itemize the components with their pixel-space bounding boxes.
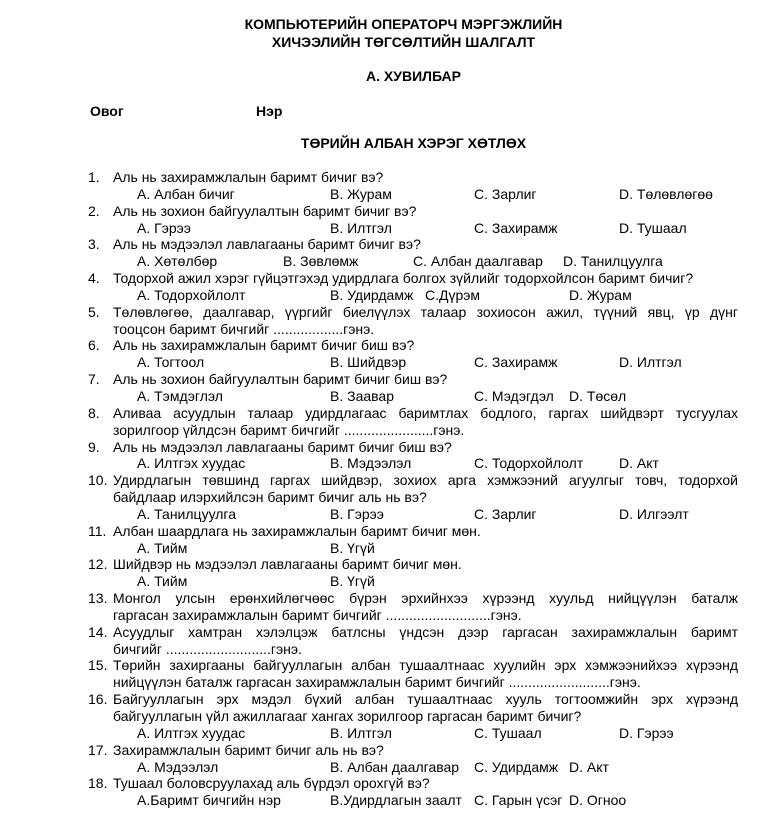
answer-option[interactable]: С. Захирамж	[474, 219, 558, 236]
answer-option[interactable]: В. Удирдамж	[330, 286, 414, 303]
answer-option[interactable]: В. Албан даалгавар	[330, 758, 460, 775]
question-text-continued: байгууллагын үйл ажиллагааг хангах зорилгоор гаргасан баримт бичиг?	[113, 708, 582, 724]
answer-options	[0, 540, 777, 557]
answer-option[interactable]: D. Огноо	[569, 792, 627, 809]
question-text: Аль нь захирамжлалын баримт бичиг биш вэ?	[113, 337, 415, 354]
question-number: 7.	[88, 371, 100, 388]
question-number: 12.	[88, 556, 108, 573]
question-item	[0, 624, 777, 658]
answer-option[interactable]: А.Баримт бичгийн нэр	[137, 792, 281, 809]
answer-option[interactable]: А. Хөтөлбөр	[137, 253, 218, 270]
question-text-continued: тооцсон баримт бичгийг ..................гэнэ.	[113, 320, 375, 337]
question-text: Байгууллагын эрх мэдэл бүхий албан тушаалтнаас хууль тогтоомжийн эрх хүрээнд	[113, 691, 738, 708]
answer-option[interactable]: А. Илтгэх хуудас	[137, 724, 246, 741]
variant-label: А. ХУВИЛБАР	[366, 68, 461, 84]
question-text: Монгол улсын ерөнхийлөгчөөс бүрэн эрхийнхээ хүрээнд хуульд нийцүүлэн баталж	[113, 590, 738, 607]
answer-option[interactable]: А. Тэмдэглэл	[137, 387, 223, 404]
answer-option[interactable]: С. Тушаал	[474, 724, 542, 741]
question-number: 15.	[88, 657, 108, 674]
section-title: ТӨРИЙН АЛБАН ХЭРЭГ ХӨТЛӨХ	[300, 135, 527, 151]
question-text: Тодорхой ажил хэрэг гүйцэтгэхэд удирдлага болгох зүйлийг тодорхойлсон баримт бичиг?	[113, 270, 694, 287]
question-number: 2.	[88, 202, 100, 219]
question-text: Асуудлыг хамтран хэлэлцэж батлсны үндсэн дээр гаргасан захирамжлалын баримт	[113, 623, 738, 640]
question-number: 11.	[88, 522, 107, 539]
answer-options	[0, 287, 777, 304]
answer-option[interactable]: А. Тийм	[137, 539, 188, 556]
question-text-continued: нийцүүлэн баталж гаргасан захирамжлалын баримт бичгийг ..........................гэнэ.	[113, 674, 641, 691]
question-item	[0, 337, 777, 371]
question-text: Албан шаардлага нь захирамжлалын баримт бичиг мөн.	[113, 522, 481, 539]
question-text: Аливаа асуудлын талаар удирдлагаас баримтлах бодлого, гаргах шийдвэрт тусгуулах	[113, 404, 738, 421]
question-number: 14.	[88, 623, 108, 640]
question-item	[0, 203, 777, 237]
question-item	[0, 691, 777, 742]
question-item	[0, 371, 777, 405]
question-item	[0, 270, 777, 304]
answer-option[interactable]: В. Шийдвэр	[330, 354, 407, 371]
question-text: Аль нь зохион байгуулалтын баримт бичиг вэ?	[113, 202, 417, 219]
question-item	[0, 775, 777, 809]
answer-option[interactable]: С. Албан даалгавар	[413, 253, 543, 270]
answer-option[interactable]: С. Удирдамж	[474, 758, 559, 775]
question-number: 1.	[88, 169, 100, 185]
question-number: 4.	[88, 270, 100, 287]
answer-options	[0, 455, 777, 472]
question-item	[0, 523, 777, 557]
answer-option[interactable]: D. Гэрээ	[619, 724, 674, 741]
question-number: 9.	[88, 438, 100, 455]
answer-option[interactable]: D. Илтгэл	[619, 354, 682, 371]
answer-option[interactable]: D. Төсөл	[569, 387, 627, 404]
question-text-continued: байдлаар илэрхийлсэн баримт бичиг аль нь вэ?	[113, 489, 427, 506]
question-item	[0, 405, 777, 439]
answer-options	[0, 354, 777, 371]
question-list	[0, 169, 777, 809]
question-number: 13.	[88, 590, 108, 607]
answer-option[interactable]: D. Журам	[569, 286, 632, 303]
answer-option[interactable]: D. Тушаал	[619, 219, 687, 236]
question-number: 17.	[88, 741, 108, 758]
answer-option[interactable]: А. Албан бичиг	[137, 185, 235, 202]
answer-options	[0, 186, 777, 203]
name-label: Нэр	[256, 103, 283, 119]
question-item	[0, 742, 777, 776]
answer-option[interactable]: С.Дүрэм	[425, 286, 481, 303]
answer-option[interactable]: А. Гэрээ	[137, 219, 191, 236]
answer-options	[0, 220, 777, 237]
question-text: Шийдвэр нь мэдээлэл лавлагааны баримт бичиг мөн.	[113, 556, 462, 573]
question-text: Захирамжлалын баримт бичиг аль нь вэ?	[113, 741, 384, 758]
answer-option[interactable]: С. Зарлиг	[474, 505, 537, 522]
question-item	[0, 304, 777, 338]
question-text: Удирдлагын төвшинд гаргах шийдвэр, зохиох арга хэмжээний агуулгыг товч, тодорхой	[113, 472, 738, 489]
question-number: 10.	[88, 472, 108, 489]
question-number: 18.	[88, 775, 108, 792]
answer-option[interactable]: В. Зөвлөмж	[283, 253, 359, 270]
answer-options	[0, 506, 777, 523]
answer-options	[0, 573, 777, 590]
question-item	[0, 472, 777, 523]
answer-option[interactable]: А. Тийм	[137, 573, 188, 590]
answer-option[interactable]: С. Захирамж	[474, 354, 558, 371]
answer-options	[0, 792, 777, 809]
question-number: 6.	[88, 337, 100, 354]
answer-option[interactable]: А. Илтгэх хуудас	[137, 455, 246, 472]
question-item	[0, 556, 777, 590]
question-item	[0, 590, 777, 624]
answer-option[interactable]: В. Үгүй	[330, 573, 375, 590]
question-text: Тушаал боловсруулахад аль бүрдэл орохгүй вэ?	[113, 775, 430, 792]
answer-option[interactable]: D. Илгээлт	[619, 505, 689, 522]
answer-option[interactable]: D. Акт	[619, 455, 659, 472]
question-text-continued: гаргасан захирамжлалын баримт бичгийг ...........................гэнэ.	[113, 606, 522, 623]
question-item	[0, 439, 777, 473]
answer-option[interactable]: С. Гарын үсэг	[474, 792, 563, 809]
answer-option[interactable]: С. Зарлиг	[474, 185, 537, 202]
answer-option[interactable]: D. Акт	[569, 758, 609, 775]
surname-label: Овог	[90, 103, 124, 119]
question-number: 16.	[88, 691, 108, 708]
answer-option[interactable]: А. Тогтоол	[137, 354, 205, 371]
answer-option[interactable]: А. Тодорхойлолт	[137, 286, 246, 303]
answer-option[interactable]: В.Удирдлагын заалт	[330, 792, 462, 809]
answer-options	[0, 253, 777, 270]
question-item	[0, 657, 777, 691]
question-text: Төрийн захиргааны байгууллагын албан тушаалтнаас хуулийн эрх хэмжээнийхээ хүрээнд	[113, 657, 738, 674]
answer-option[interactable]: С. Мэдэгдэл	[474, 387, 554, 404]
answer-option[interactable]: С. Тодорхойлолт	[474, 455, 584, 472]
exam-title-line-1: КОМПЬЮТЕРИЙН ОПЕРАТОРЧ МЭРГЭЖЛИЙН	[244, 16, 563, 32]
answer-option[interactable]: В. Журам	[330, 185, 392, 202]
answer-option[interactable]: В. Заавар	[330, 387, 394, 404]
question-text: Аль нь мэдээлэл лавлагааны баримт бичиг биш вэ?	[113, 438, 452, 455]
answer-options	[0, 725, 777, 742]
question-item	[0, 169, 777, 203]
answer-option[interactable]: D. Танилцуулга	[563, 253, 663, 270]
question-text: Аль нь зохион байгуулалтын баримт бичиг биш вэ?	[113, 371, 448, 388]
question-item	[0, 236, 777, 270]
answer-option[interactable]: В. Үгүй	[330, 539, 375, 556]
question-number: 5.	[88, 303, 100, 320]
answer-option[interactable]: В. Илтгэл	[330, 724, 392, 741]
answer-option[interactable]: А. Танилцуулга	[137, 505, 237, 522]
question-text-continued: бичгийг ...........................гэнэ.	[113, 640, 302, 657]
answer-option[interactable]: D. Төлөвлөгөө	[619, 185, 713, 202]
question-text-continued: зорилгоор үйлдсэн баримт бичгийг .......................гэнэ.	[113, 421, 465, 438]
question-text: Төлөвлөгөө, даалгавар, үүргийг биелүүлэх талаар зохиосон ажил, түүний явц, үр дүнг	[113, 303, 738, 320]
answer-option[interactable]: В. Гэрээ	[330, 505, 384, 522]
question-text: Аль нь захирамжлалын баримт бичиг вэ?	[113, 169, 384, 185]
answer-option[interactable]: В. Мэдээлэл	[330, 455, 412, 472]
question-text: Аль нь мэдээлэл лавлагааны баримт бичиг вэ?	[113, 236, 421, 253]
answer-options	[0, 388, 777, 405]
answer-options	[0, 759, 777, 776]
question-number: 8.	[88, 404, 100, 421]
question-number: 3.	[88, 236, 100, 253]
answer-option[interactable]: В. Илтгэл	[330, 219, 392, 236]
answer-option[interactable]: А. Мэдээлэл	[137, 758, 219, 775]
exam-title-line-2: ХИЧЭЭЛИЙН ТӨГСӨЛТИЙН ШАЛГАЛТ	[271, 34, 536, 50]
